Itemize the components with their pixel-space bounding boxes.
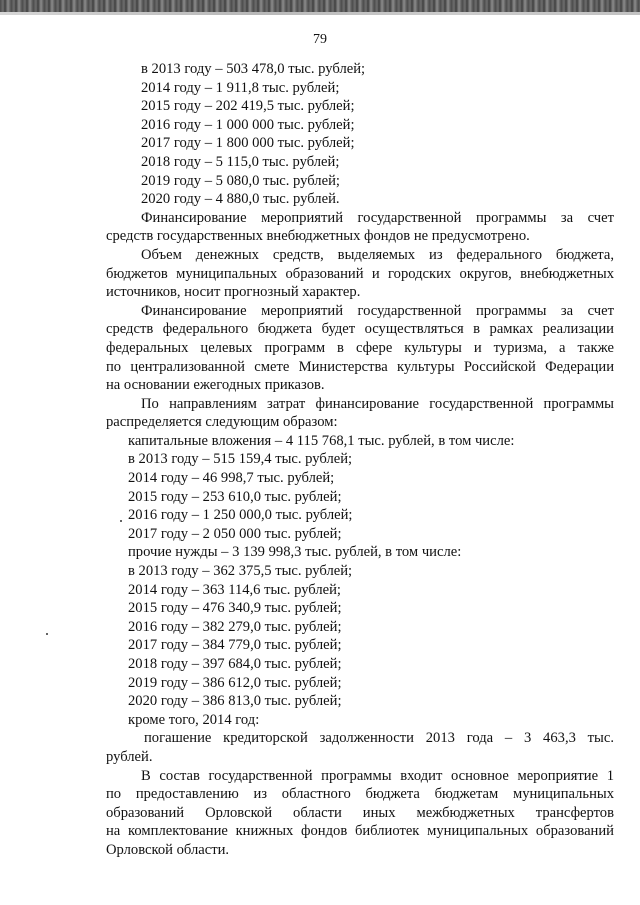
paragraph-line: бюджетов муниципальных образований и городских округов, внебюджетных bbox=[106, 265, 614, 282]
year-line: 2016 году – 1 000 000 тыс. рублей; bbox=[141, 116, 355, 133]
paragraph-line: по предоставлению из областного бюджета бюджетам муниципальных bbox=[106, 786, 614, 803]
paragraph-extrabudgetary bbox=[106, 209, 614, 246]
paragraph-line: По направлениям затрат финансирование государственной программы bbox=[141, 395, 614, 412]
year-line: 2019 году – 386 612,0 тыс. рублей; bbox=[128, 674, 342, 691]
paragraph-main-activity bbox=[106, 767, 614, 860]
year-line: 2015 году – 202 419,5 тыс. рублей; bbox=[141, 98, 355, 115]
capital-investments-header: капитальные вложения – 4 115 768,1 тыс. рублей, в том числе: bbox=[128, 432, 515, 449]
year-line: 2016 году – 382 279,0 тыс. рублей; bbox=[128, 618, 342, 635]
year-line: 2017 году – 384 779,0 тыс. рублей; bbox=[128, 637, 342, 654]
funding-by-year-list bbox=[106, 60, 614, 209]
paragraph-distribution bbox=[106, 395, 614, 432]
year-line: 2014 году – 363 114,6 тыс. рублей; bbox=[128, 581, 341, 598]
document-body bbox=[106, 60, 614, 860]
year-line: 2016 году – 1 250 000,0 тыс. рублей; bbox=[128, 507, 353, 524]
paragraph-line: Финансирование мероприятий государственной программы за счет bbox=[141, 209, 614, 226]
year-line: 2017 году – 1 800 000 тыс. рублей; bbox=[141, 135, 355, 152]
besides-2014-line: кроме того, 2014 год: bbox=[128, 711, 260, 728]
year-line: 2014 году – 46 998,7 тыс. рублей; bbox=[128, 470, 335, 487]
paragraph-line: Финансирование мероприятий государственной программы за счет bbox=[141, 302, 614, 319]
paragraph-line: федеральных целевых программ в сфере культуры и туризма, а также bbox=[106, 339, 614, 356]
scan-speck bbox=[46, 633, 48, 635]
year-line: в 2013 году – 515 159,4 тыс. рублей; bbox=[128, 451, 353, 468]
paragraph-line: источников, носит прогнозный характер. bbox=[106, 284, 361, 301]
year-line: в 2013 году – 362 375,5 тыс. рублей; bbox=[128, 563, 353, 580]
paragraph-line: на основании ежегодных приказов. bbox=[106, 377, 325, 394]
scan-edge-artifact bbox=[0, 0, 640, 12]
year-line: 2014 году – 1 911,8 тыс. рублей; bbox=[141, 79, 340, 96]
year-line: 2020 году – 4 880,0 тыс. рублей. bbox=[141, 191, 340, 208]
other-needs-header: прочие нужды – 3 139 998,3 тыс. рублей, в том числе: bbox=[128, 544, 462, 561]
paragraph-line: средств федерального бюджета будет осуществляться в рамках реализации bbox=[106, 321, 614, 338]
paragraph-line: средств государственных внебюджетных фондов не предусмотрено. bbox=[106, 228, 530, 245]
year-line: 2018 году – 5 115,0 тыс. рублей; bbox=[141, 153, 340, 170]
debt-repayment-line: погашение кредиторской задолженности 2013 года – 3 463,3 тыс. bbox=[144, 730, 614, 747]
other-needs-list bbox=[106, 543, 614, 710]
paragraph-line: на комплектование книжных фондов библиотек муниципальных образований bbox=[106, 823, 614, 840]
debt-repayment-line: рублей. bbox=[106, 748, 153, 765]
paragraph-line: образований Орловской области иных межбюджетных трансфертов bbox=[106, 804, 614, 821]
year-line: 2015 году – 253 610,0 тыс. рублей; bbox=[128, 488, 342, 505]
paragraph-line: по централизованной смете Министерства культуры Российской Федерации bbox=[106, 358, 614, 375]
paragraph-line: Орловской области. bbox=[106, 841, 230, 858]
paragraph-forecast bbox=[106, 246, 614, 302]
year-line: 2018 году – 397 684,0 тыс. рублей; bbox=[128, 656, 342, 672]
scan-edge-shadow bbox=[0, 12, 640, 15]
paragraph-federal-funding bbox=[106, 302, 614, 395]
capital-investments-list bbox=[106, 432, 614, 544]
year-line: 2015 году – 476 340,9 тыс. рублей; bbox=[128, 600, 342, 617]
year-line: в 2013 году – 503 478,0 тыс. рублей; bbox=[141, 61, 366, 77]
paragraph-line: Объем денежных средств, выделяемых из федерального бюджета, bbox=[141, 246, 614, 263]
year-line: 2020 году – 386 813,0 тыс. рублей; bbox=[128, 693, 342, 710]
page-number: 79 bbox=[313, 32, 327, 47]
paragraph-line: В состав государственной программы входит основное мероприятие 1 bbox=[141, 767, 614, 784]
year-line: 2017 году – 2 050 000 тыс. рублей; bbox=[128, 525, 342, 542]
year-line: 2019 году – 5 080,0 тыс. рублей; bbox=[141, 172, 340, 189]
paragraph-line: распределяется следующим образом: bbox=[106, 414, 338, 431]
